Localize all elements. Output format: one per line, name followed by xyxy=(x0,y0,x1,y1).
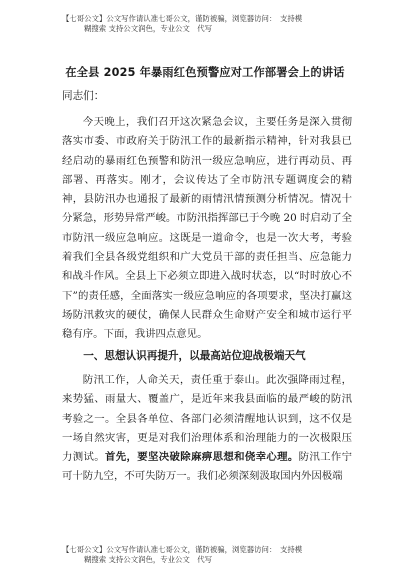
paragraph-intro: 今天晚上，我们召开这次紧急会议，主要任务是深入贯彻落实市委、市政府关于防汛工作的最新指示精神，针对我县已经启动的暴雨红色预警和防汛一级应急响应，进行再动员、再部署、再落实。刚才，会议传达了全市防汛专题调度会的精神，县防汛办也通报了最新的雨情汛情预测分析情况。情况十分紧急，形势异常严峻。市防汛指挥部已于今晚 20 时启动了全市防汛一级应急响应。这既是一道命令，也是一次大考，考验着我们全县各级党组织和广大党员干部的责任担当、应急能力和战斗作风。全县上下必须立即进入战时状态，以“时时放心不下”的责任感，全面落实一级应急响应的各项要求，坚决打赢这场防汛救灾的硬仗，确保人民群众生命财产安全和城市运行平稳有序。下面，我讲四点意见。 xyxy=(62,116,352,341)
paragraph-text-continued: 防汛工作宁可十防九空，不可失防万一。我们必须深刻汲取国内外因极端 xyxy=(62,451,352,483)
header-watermark-banner xyxy=(62,14,362,34)
salutation: 同志们： xyxy=(62,90,105,102)
section-heading-1: 一、思想认识再提升，以最高站位迎战极端天气 xyxy=(83,350,306,362)
banner-line-1: 【七哥公文】公文写作请认准七哥公文，谨防被骗，浏览器访问： 支持模 xyxy=(62,14,303,23)
banner-line-2: 糊搜索 支持公文润色，专业公文 代写 xyxy=(84,24,212,33)
footer-watermark-banner xyxy=(62,545,362,565)
paragraph-text: 防汛工作，人命关天，责任重于泰山。此次强降雨过程，来势猛、雨量大、覆盖广，是近年来我县面临的最严峻的防汛考验之一。全县各单位、各部门必须清醒地认识到，这不仅是一场自然灾害，更是对我们治理体系和治理能力的一次极限压力测试。 xyxy=(62,374,352,464)
emphasis-text: 首先，要坚决破除麻痹思想和侥幸心理。 xyxy=(105,451,299,464)
banner-line-2: 糊搜索 支持公文润色，专业公文 代写 xyxy=(84,555,212,564)
paragraph-section-1 xyxy=(62,371,352,541)
document-title: 在全县 2025 年暴雨红色预警应对工作部署会上的讲话 xyxy=(65,66,345,79)
banner-line-1: 【七哥公文】公文写作请认准七哥公文，谨防被骗，浏览器访问： 支持模 xyxy=(62,545,303,554)
